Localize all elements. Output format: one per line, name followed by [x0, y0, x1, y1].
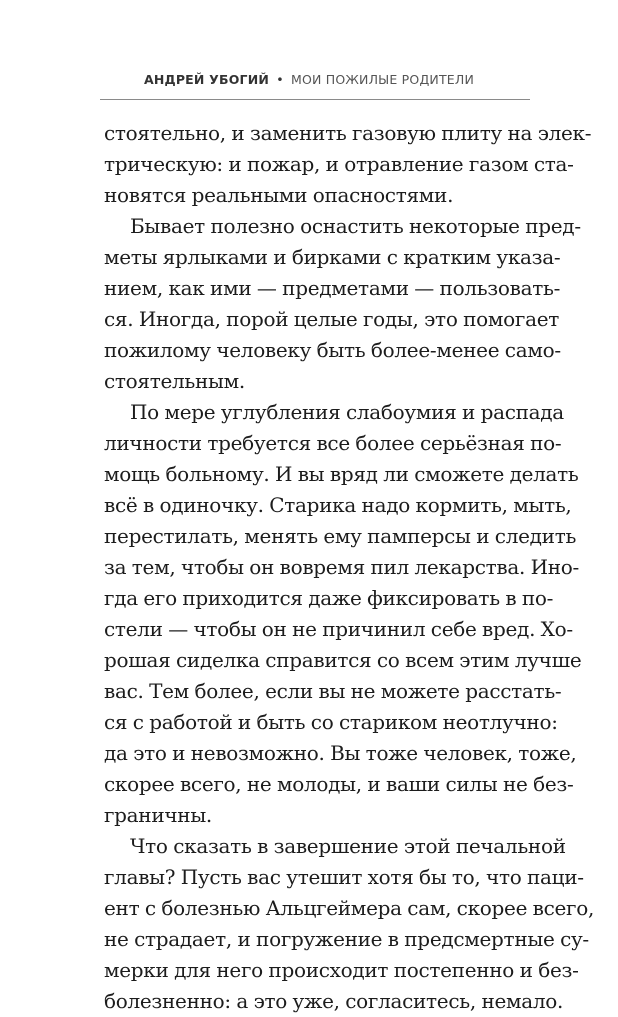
text-line: трическую: и пожар, и отравление газом ста-: [104, 152, 574, 176]
header-author: АНДРЕЙ УБОГИЙ: [143, 72, 270, 87]
text-line: стели — чтобы он не причинил себе вред. Хо-: [104, 617, 573, 641]
header-book-title: МОИ ПОЖИЛЫЕ РОДИТЕЛИ: [290, 72, 475, 87]
text-line: за тем, чтобы он вовремя пил лекарства. Ино-: [104, 555, 579, 579]
text-line: личности требуется все более серьёзная по-: [104, 431, 562, 455]
text-line: гда его приходится даже фиксировать в по-: [104, 586, 554, 610]
text-line: ент с болезнью Альцгеймера сам, скорее всего,: [104, 896, 595, 920]
text-line: болезненно: а это уже, согласитесь, немало.: [104, 989, 564, 1013]
text-line: не страдает, и погружение в предсмертные су-: [104, 927, 589, 951]
text-line: рошая сиделка справится со всем этим лучше: [104, 648, 582, 672]
text-line: граничны.: [104, 803, 212, 827]
text-line: да это и невозможно. Вы тоже человек, тоже,: [104, 741, 577, 765]
text-line: стоятельным.: [104, 369, 245, 393]
text-line: По мере углубления слабоумия и распада: [130, 400, 564, 424]
text-line: пожилому человеку быть более-менее само-: [104, 338, 561, 362]
text-line: вас. Тем более, если вы не можете расстать-: [104, 679, 562, 703]
header-rule: [100, 99, 530, 100]
text-line: Что сказать в завершение этой печальной: [130, 834, 566, 858]
text-line: ся с работой и быть со стариком неотлучно:: [104, 710, 558, 734]
text-line: всё в одиночку. Старика надо кормить, мыть,: [104, 493, 572, 517]
text-line: мерки для него происходит постепенно и без-: [104, 958, 579, 982]
text-line: новятся реальными опасностями.: [104, 183, 454, 207]
text-line: скорее всего, не молоды, и ваши силы не без-: [104, 772, 574, 796]
text-line: меты ярлыками и бирками с кратким указа-: [104, 245, 561, 269]
body-text: [104, 118, 595, 1017]
header-separator: •: [276, 72, 284, 87]
text-line: Бывает полезно оснастить некоторые пред-: [130, 214, 581, 238]
text-line: ся. Иногда, порой целые годы, это помогает: [104, 307, 559, 331]
running-header: [0, 72, 618, 87]
text-line: мощь больному. И вы вряд ли сможете делать: [104, 462, 579, 486]
text-line: нием, как ими — предметами — пользовать-: [104, 276, 561, 300]
text-line: стоятельно, и заменить газовую плиту на элек-: [104, 121, 592, 145]
text-line: главы? Пусть вас утешит хотя бы то, что паци-: [104, 865, 584, 889]
text-line: перестилать, менять ему памперсы и следить: [104, 524, 577, 548]
